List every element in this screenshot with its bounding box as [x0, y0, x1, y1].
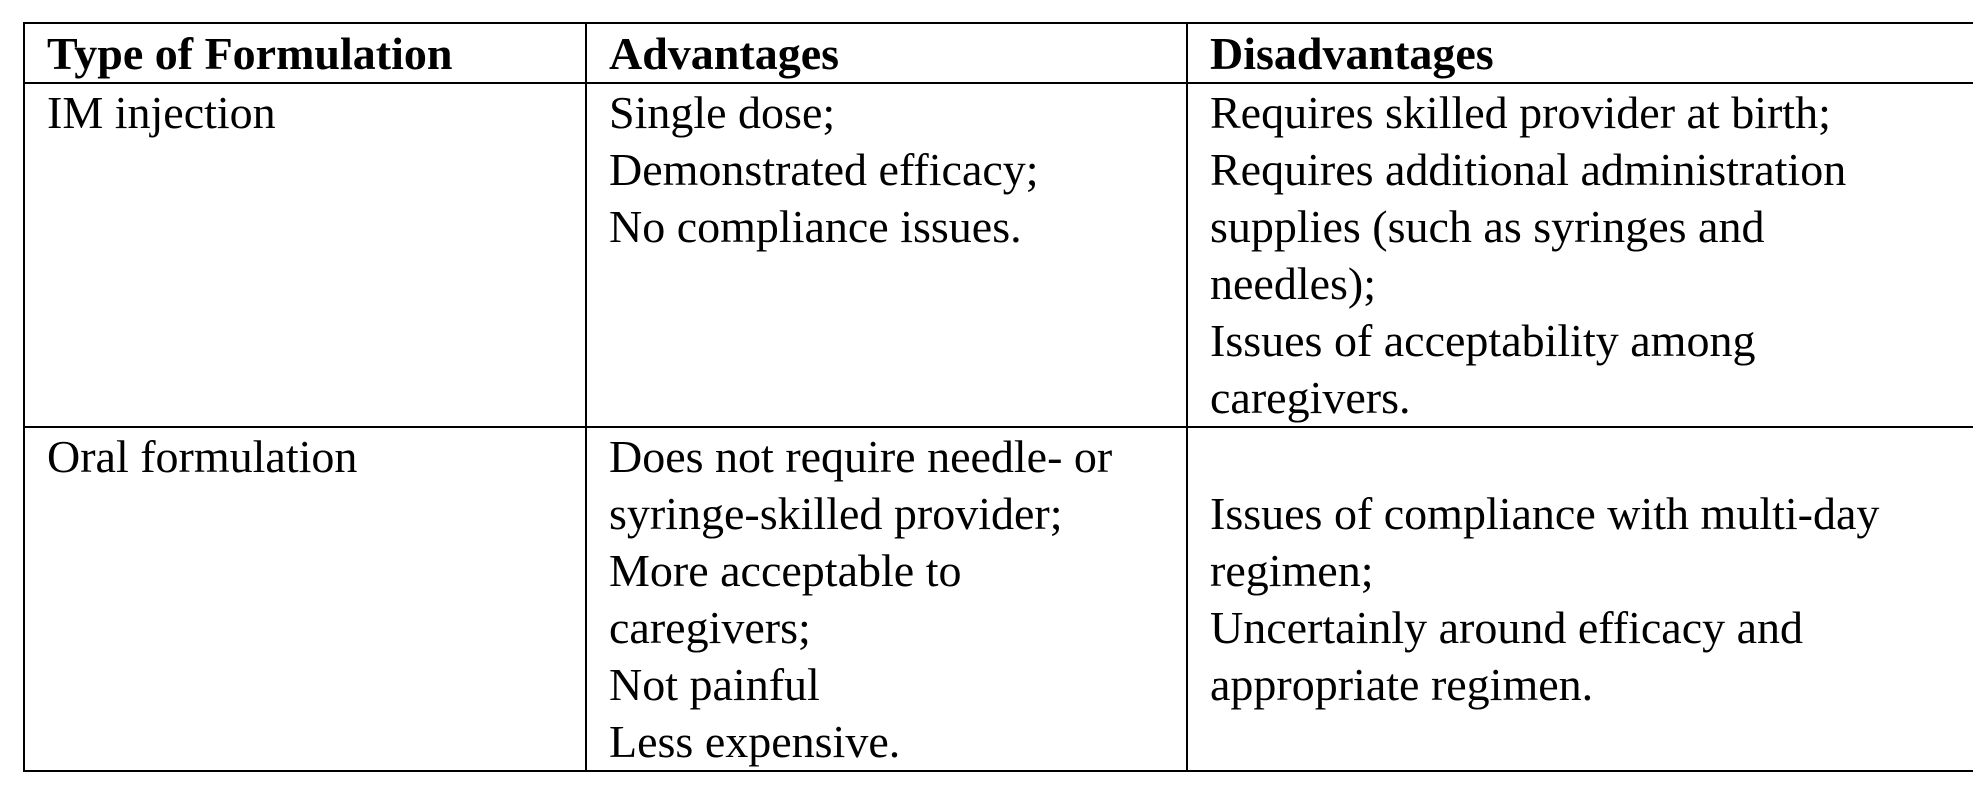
- type-text: Oral formulation: [47, 431, 358, 482]
- cell-advantages: [586, 427, 1187, 771]
- disadvantage-line: Uncertainly around efficacy and: [1210, 602, 1804, 653]
- advantage-line: No compliance issues.: [609, 201, 1022, 252]
- header-advantages: Advantages: [586, 23, 1187, 83]
- type-text: IM injection: [47, 87, 276, 138]
- disadvantage-line: needles);: [1210, 258, 1377, 309]
- disadvantage-line: Requires skilled provider at birth;: [1210, 87, 1831, 138]
- disadvantage-block: [1210, 428, 1973, 713]
- disadvantage-line: Requires additional administration: [1210, 144, 1847, 195]
- header-type-of-formulation: Type of Formulation: [24, 23, 586, 83]
- disadvantage-line: Issues of acceptability among: [1210, 315, 1756, 366]
- advantage-line: Less expensive.: [609, 716, 901, 767]
- advantage-line: Not painful: [609, 659, 820, 710]
- table-row-oral-formulation: [24, 427, 1973, 771]
- header-disadvantages: Disadvantages: [1187, 23, 1973, 83]
- cell-type: [24, 427, 586, 771]
- header-row: [24, 23, 1973, 83]
- table-row-im-injection: [24, 83, 1973, 427]
- disadvantage-line: supplies (such as syringes and: [1210, 201, 1765, 252]
- advantage-line: caregivers;: [609, 602, 811, 653]
- cell-disadvantages: [1187, 427, 1973, 771]
- table-header: [24, 23, 1973, 83]
- advantage-line: Single dose;: [609, 87, 836, 138]
- disadvantage-line: appropriate regimen.: [1210, 659, 1594, 710]
- cell-advantages: [586, 83, 1187, 427]
- formulation-comparison-table: [23, 22, 1973, 772]
- disadvantage-line: regimen;: [1210, 545, 1374, 596]
- cell-type: [24, 83, 586, 427]
- advantage-line: Does not require needle- or: [609, 431, 1113, 482]
- cell-disadvantages: [1187, 83, 1973, 427]
- advantage-line: syringe-skilled provider;: [609, 488, 1063, 539]
- table-body: [24, 83, 1973, 771]
- disadvantage-line: caregivers.: [1210, 372, 1411, 423]
- advantage-line: Demonstrated efficacy;: [609, 144, 1039, 195]
- disadvantage-line: Issues of compliance with multi-day: [1210, 488, 1880, 539]
- advantage-line: More acceptable to: [609, 545, 962, 596]
